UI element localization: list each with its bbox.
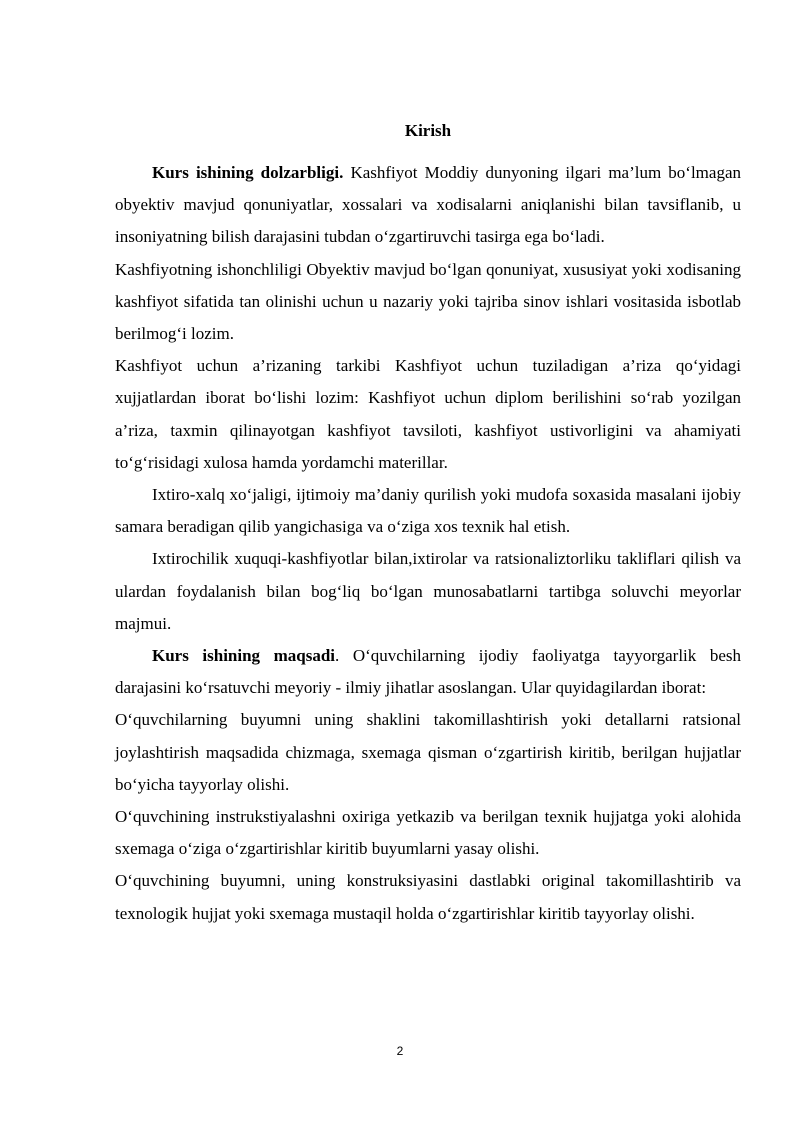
paragraph-text: O‘quvchilarning buyumni uning shaklini takomillashtirish yoki detallarni ratsional joylashtirish maqsadida chizmaga, sxemaga qisman o‘zgartirish kiritib, berilgan hujjatlar bo‘yicha tayyorlay olishi. <box>115 710 741 794</box>
paragraph-text: . O‘quvchilarning ijodiy faoliyatga tayyorgarlik besh darajasini ko‘rsatuvchi meyoriy - ilmiy jihatlar asoslangan. Ular quyidagilardan iborat: <box>115 646 741 698</box>
paragraph-level-2 <box>115 801 741 865</box>
paragraph-lead-relevance: Kurs ishining dolzarbligi. <box>152 163 344 182</box>
page-number: 2 <box>396 1044 404 1058</box>
paragraph-text: Kashfiyot Moddiy dunyoning ilgari ma’lum bo‘lmagan obyektiv mavjud qonuniyatlar, xossalari va xodisalarni aniqlanishi bilan tavsiflanib, u insoniyatning bilish darajasini tubdan o‘zgartiruvchi tasirga ega bo‘ladi. <box>115 163 741 247</box>
paragraph-text: Kashfiyot uchun a’rizaning tarkibi Kashfiyot uchun tuziladigan a’riza qo‘yidagi xujjatlardan iborat bo‘lishi lozim: Kashfiyot uchun diplom berilishini so‘rab yozilgan a’riza, taxmin qilinayotgan kashfiyot tavsiloti, kashfiyot ustivorligini va ahamiyati to‘g‘risidagi xulosa hamda yordamchi materillar. <box>115 356 741 472</box>
paragraph-text: O‘quvchining buyumni, uning konstruksiyasini dastlabki original takomillashtirib va texnologik hujjat yoki sxemaga mustaqil holda o‘zgartirishlar kiritib tayyorlay olishi. <box>115 871 741 923</box>
paragraph-invention-law <box>115 543 741 640</box>
paragraph-relevance <box>115 157 741 254</box>
paragraph-application <box>115 350 741 479</box>
paragraph-text: Ixtirochilik xuquqi-kashfiyotlar bilan,ixtirolar va ratsionaliztorliku takliflari qilish va ulardan foydalanish bilan bog‘liq bo‘lgan munosabatlarni tartibga soluvchi meyorlar majmui. <box>115 549 741 633</box>
document-title: Kirish <box>404 121 452 140</box>
paragraph-reliability <box>115 254 741 351</box>
document-page <box>115 117 741 930</box>
paragraph-text: O‘quvchining instrukstiyalashni oxiriga yetkazib va berilgan texnik hujjatga yoki alohida sxemaga o‘ziga o‘zgartirishlar kiritib buyumlarni yasay olishi. <box>115 807 741 859</box>
paragraph-lead-goal: Kurs ishining maqsadi <box>152 646 336 666</box>
paragraph-text: Ixtiro-xalq xo‘jaligi, ijtimoiy ma’daniy qurilish yoki mudofa soxasida masalani ijobiy samara beradigan qilib yangichasiga va o‘ziga xos texnik hal etish. <box>115 485 741 537</box>
paragraph-invention <box>115 479 741 543</box>
paragraph-level-1 <box>115 704 741 801</box>
paragraph-level-3 <box>115 865 741 929</box>
paragraph-text: Kashfiyotning ishonchliligi Obyektiv mavjud bo‘lgan qonuniyat, xususiyat yoki xodisaning kashfiyot sifatida tan olinishi uchun u nazariy yoki tajriba sinov ishlari vositasida isbotlab berilmog‘i lozim. <box>115 259 741 344</box>
paragraph-goal <box>115 640 741 704</box>
